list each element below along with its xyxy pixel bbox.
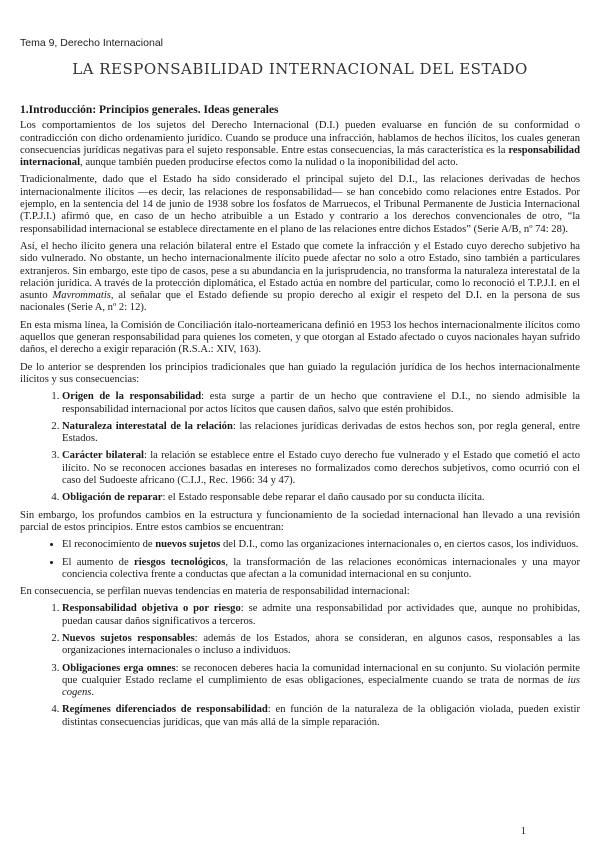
list-item-text: : se reconocen deberes hacia la comunidad internacional en su conjunto. Su violación permite que cualquier Estado reclame el cumplimiento de esas obligaciones, especialmente cuando se trata de normas de bbox=[62, 662, 581, 686]
section-heading: 1.Introducción: Principios generales. Ideas generales bbox=[20, 104, 279, 116]
list-item bbox=[62, 704, 580, 729]
list-item bbox=[62, 421, 580, 446]
changes-list bbox=[20, 539, 580, 581]
page-title: LA RESPONSABILIDAD INTERNACIONAL DEL ESTADO bbox=[72, 60, 528, 78]
bold-term: Origen de la responsabilidad bbox=[62, 391, 202, 403]
list-item-text: El reconocimiento de bbox=[62, 539, 156, 551]
bold-term: Obligación de reparar bbox=[62, 492, 163, 504]
paragraph-text: Así, el hecho ilícito genera una relación bilateral entre el Estado que comete la infracción y el Estado cuyo derecho subjetivo ha sido vulnerado. No obstante, un hecho internacionalmente ilícito puede afectar no solo a otro Estado, sino también a particulares extranjeros. Sin embargo, este tipo de casos, pese a su abundancia en la jurisprudencia, no transforma la naturaleza interestatal de la relación jurídica. A través de la protección diplomática, el Estado actúa en nombre del particular, como lo reconoció el T.P.J.I. en el asunto bbox=[20, 240, 580, 302]
document-body bbox=[20, 104, 580, 734]
paragraph-text: , al señalar que el Estado defiende su propio derecho al exigir el respeto del D.I. en la persona de sus nacionales (Serie A, nº 2: 12). bbox=[20, 290, 580, 314]
list-item bbox=[62, 450, 580, 487]
list-item-text: , la transformación de las relaciones económicas internacionales y una mayor conciencia colectiva frente a conductas que afectan a la comunidad internacional en su conjunto. bbox=[62, 556, 580, 580]
list-item-text: : en función de la naturaleza de la obligación violada, pueden existir distintas consecuencias jurídicas, que van más allá de la simple reparación. bbox=[62, 704, 580, 728]
list-item-text: del D.I., como las organizaciones internacionales o, en ciertos casos, los individuos. bbox=[220, 539, 579, 551]
principles-list bbox=[20, 391, 580, 504]
list-item bbox=[62, 391, 580, 416]
page-number: 1 bbox=[520, 826, 526, 837]
list-item bbox=[62, 492, 580, 504]
bold-term: Obligaciones erga omnes bbox=[62, 662, 176, 674]
list-item bbox=[62, 557, 580, 582]
paragraph-5: De lo anterior se desprenden los principios tradicionales que han guiado la regulación jurídica de los hechos internacionalmente ilícitos y sus consecuencias: bbox=[20, 361, 580, 385]
list-item-text: : además de los Estados, ahora se consideran, en algunos casos, responsables a las organizaciones internacionales o incluso a individuos. bbox=[62, 632, 580, 657]
italic-term: ius cogens bbox=[62, 674, 580, 699]
list-item bbox=[62, 539, 580, 551]
bold-term: riesgos tecnológicos bbox=[134, 556, 226, 568]
paragraph-text: Los comportamientos de los sujetos del Derecho Internacional (D.I.) pueden evaluarse en función de su conformidad o contradicción con dicho ordenamiento jurídico. Cuando se produce una infracción, hablamos de hechos ilícitos, los cuales generan consecuencias jurídicas negativas para el sujeto responsable. Entre estas consecuencias, la más característica es la bbox=[20, 120, 580, 156]
italic-term: Mavrommatis bbox=[52, 290, 111, 302]
list-item-text: : se admite una responsabilidad por actividades que, aunque no prohibidas, puedan causar daños significativos a terceros. bbox=[62, 603, 581, 627]
paragraph-6: Sin embargo, los profundos cambios en la estructura y funcionamiento de la sociedad internacional han llevado a una revisión parcial de estos principios. Entre estos cambios se encuentran: bbox=[20, 509, 580, 533]
list-item bbox=[62, 603, 580, 628]
paragraph-3 bbox=[20, 241, 580, 315]
list-item-text: : la relación se establece entre el Estado cuyo derecho fue vulnerado y el Estado que cometió el acto ilícito. No se reconocen acciones basadas en intereses no formalizados como derechos subjetivos, como ocurrió con el caso del Sudoeste africano (C.I.J., Rec. 1966: 34 y 47). bbox=[62, 450, 580, 487]
list-item-text: : el Estado responsable debe reparar el daño causado por su conducta ilícita. bbox=[162, 492, 485, 504]
list-item-text: : las relaciones jurídicas derivadas de estos hechos son, por regla general, entre Estados. bbox=[62, 420, 580, 445]
list-item-text: El aumento de bbox=[62, 556, 135, 568]
bold-term: Nuevos sujetos responsables bbox=[62, 632, 195, 644]
list-item-text: : esta surge a partir de un hecho que contraviene el D.I., no siendo admisible la responsabilidad internacional por actos lícitos que causen daños, salvo que estén prohibidos. bbox=[62, 391, 580, 415]
paragraph-7: En consecuencia, se perfilan nuevas tendencias en materia de responsabilidad internacional: bbox=[20, 586, 410, 598]
paragraph-text: , aunque también pueden producirse efectos como la nulidad o la inoponibilidad del acto. bbox=[80, 157, 459, 169]
bold-term: Naturaleza interestatal de la relación bbox=[62, 420, 233, 432]
page-header: Tema 9, Derecho Internacional bbox=[20, 37, 163, 49]
list-item bbox=[62, 663, 580, 700]
bold-term: responsabilidad internacional bbox=[20, 144, 580, 169]
paragraph-4: En esta misma línea, la Comisión de Conciliación ítalo-norteamericana definió en 1953 los hechos internacionalmente ilícitos como aquellos que generan responsabilidad para quienes los cometen, y que otorgan al Estado afectado o cuyos nacionales hayan sufrido daños, el derecho a exigir reparación (R.S.A.: XIV, 163). bbox=[20, 319, 580, 356]
trends-list bbox=[20, 603, 580, 729]
bold-term: Regímenes diferenciados de responsabilidad bbox=[62, 704, 268, 716]
bold-term: Carácter bilateral bbox=[62, 450, 144, 462]
bold-term: Responsabilidad objetiva o por riesgo bbox=[62, 603, 241, 615]
list-item bbox=[62, 633, 580, 658]
paragraph-1 bbox=[20, 120, 580, 169]
paragraph-2: Tradicionalmente, dado que el Estado ha sido considerado el principal sujeto del D.I., las relaciones derivadas de hechos internacionalmente ilícitos —es decir, las relaciones de responsabilidad— se han concebido como relaciones entre Estados. Por ejemplo, en la sentencia del 14 de junio de 1938 sobre los fosfatos de Marruecos, el Tribunal Permanente de Justicia Internacional (T.P.J.I.) afirmó que, en caso de un hecho atribuible a un Estado y contrario a los derechos convencionales de otro, “la responsabilidad internacional se establece directamente en el plano de las relaciones entre dichos Estados” (Serie A/B, nº 74: 28). bbox=[20, 174, 580, 235]
bold-term: nuevos sujetos bbox=[155, 539, 221, 551]
list-item-text: . bbox=[91, 687, 95, 699]
